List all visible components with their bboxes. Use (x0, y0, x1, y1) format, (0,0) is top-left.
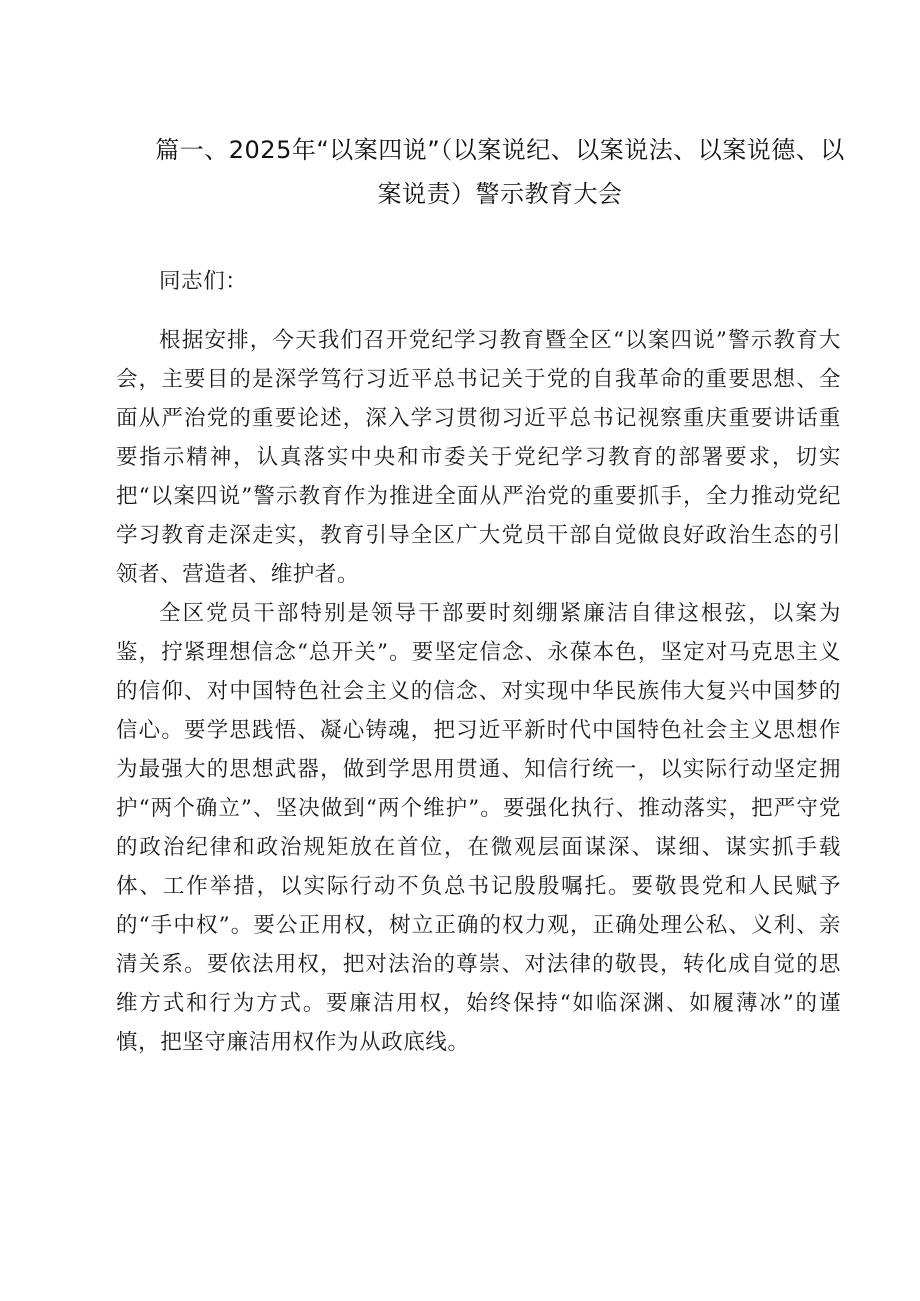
salutation: 同志们： (159, 269, 248, 294)
title-line-1: 篇一、2025年“以案四说”（以案说纪、以案说法、以案说德、以 (155, 136, 845, 164)
paragraph-2: 全区党员干部特别是领导干部要时刻绷紧廉洁自律这根弦，以案为鉴，拧紧理想信念“总开关”。要坚定信念、永葆本色，坚定对马克思主义的信仰、对中国特色社会主义的信念、对实现中华民族伟大复兴中国梦的信心。要学思践悟、凝心铸魂，把习近平新时代中国特色社会主义思想作为最强大的思想武器，做到学思用贯通、知信行统一，以实际行动坚定拥护“两个确立”、坚决做到“两个维护”。要强化执行、推动落实，把严守党的政治纪律和政治规矩放在首位，在微观层面谋深、谋细、谋实抓手载体、工作举措，以实际行动不负总书记殷殷嘱托。要敬畏党和人民赋予的“手中权”。要公正用权，树立正确的权力观，正确处理公私、义利、亲清关系。要依法用权，把对法治的尊崇、对法律的敬畏，转化成自觉的思维方式和行为方式。要廉洁用权，始终保持“如临深渊、如履薄冰”的谨慎，把坚守廉洁用权作为从政底线。 (116, 601, 841, 1055)
document-title (150, 128, 850, 216)
title-line-2: 案说责）警示教育大会 (377, 180, 623, 208)
document-body (116, 262, 841, 1062)
paragraph-1: 根据安排，今天我们召开党纪学习教育暨全区“以案四说”警示教育大会，主要目的是深学笃行习近平总书记关于党的自我革命的重要思想、全面从严治党的重要论述，深入学习贯彻习近平总书记视察重庆重要讲话重要指示精神，认真落实中央和市委关于党纪学习教育的部署要求，切实把“以案四说”警示教育作为推进全面从严治党的重要抓手，全力推动党纪学习教育走深走实，教育引导全区广大党员干部自觉做良好政治生态的引领者、营造者、维护者。 (116, 328, 841, 587)
